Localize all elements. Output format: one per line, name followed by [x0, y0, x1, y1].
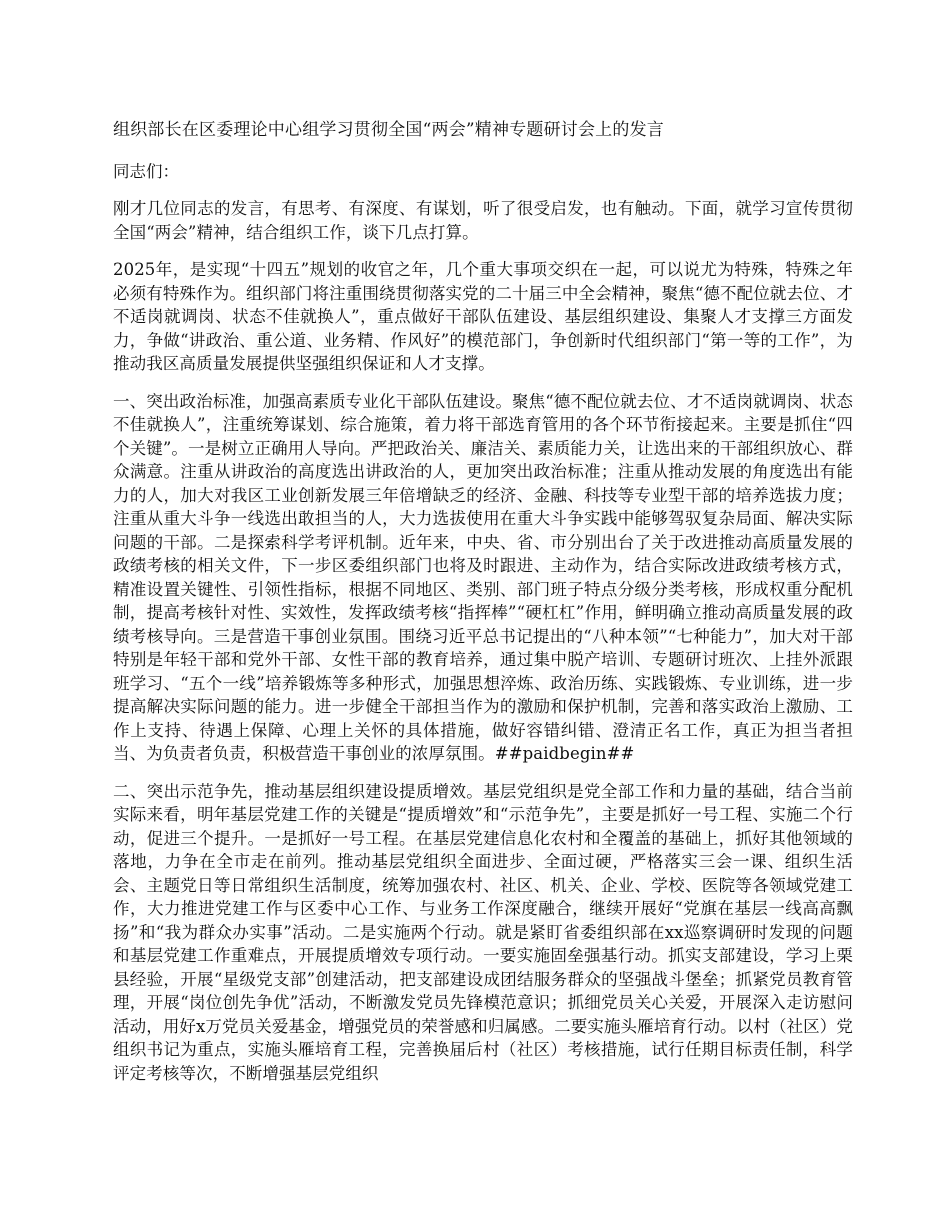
paragraph-section-two: 二、突出示范争先，推动基层组织建设提质增效。基层党组织是党全部工作和力量的基础，结合当前实际来看，明年基层党建工作的关键是“提质增效”和“示范争先”，主要是抓好一号工程、实施二个行动，促进三个提升。一是抓好一号工程。在基层党建信息化农村和全覆盖的基础上，抓好其他领域的落地，力争在全市走在前列。推动基层党组织全面进步、全面过硬，严格落实三会一课、组织生活会、主题党日等日常组织生活制度，统筹加强农村、社区、机关、企业、学校、医院等各领域党建工作，大力推进党建工作与区委中心工作、与业务工作深度融合，继续开展好“党旗在基层一线高高飘扬”和“我为群众办实事”活动。二是实施两个行动。就是紧盯省委组织部在xx巡察调研时发现的问题和基层党建工作重难点，开展提质增效专项行动。一要实施固垒强基行动。抓实支部建设，学习上栗县经验，开展“星级党支部”创建活动，把支部建设成团结服务群众的坚强战斗堡垒；抓紧党员教育管理，开展“岗位创先争优”活动，不断激发党员先锋模范意识；抓细党员关心关爱，开展深入走访慰问活动，用好x万党员关爱基金，增强党员的荣誉感和归属感。二要实施头雁培育行动。以村（社区）党组织书记为重点，实施头雁培育工程，完善换届后村（社区）考核措施，试行任期目标责任制，科学评定考核等次，不断增强基层党组织 [113, 781, 853, 1083]
paragraph-opening: 刚才几位同志的发言，有思考、有深度、有谋划，听了很受启发，也有触动。下面，就学习宣传贯彻全国“两会”精神，结合组织工作，谈下几点打算。 [113, 199, 853, 242]
document-title: 组织部长在区委理论中心组学习贯彻全国“两会”精神专题研讨会上的发言 [113, 120, 664, 140]
salutation: 同志们： [113, 162, 179, 181]
paragraph-overview: 2025年，是实现“十四五”规划的收官之年，几个重大事项交织在一起，可以说尤为特殊，特殊之年必须有特殊作为。组织部门将注重围绕贯彻落实党的二十届三中全会精神，聚焦“德不配位就去位、才不适岗就调岗、状态不佳就换人”，重点做好干部队伍建设、基层组织建设、集聚人才支撑三方面发力，争做“讲政治、重公道、业务精、作风好”的模范部门，争创新时代组织部门“第一等的工作”，为推动我区高质量发展提供坚强组织保证和人才支撑。 [113, 260, 853, 373]
document-page [113, 118, 853, 1099]
paragraph-section-one: 一、突出政治标准，加强高素质专业化干部队伍建设。聚焦“德不配位就去位、才不适岗就调岗、状态不佳就换人”，注重统筹谋划、综合施策，着力将干部选育管用的各个环节衔接起来。主要是抓住“四个关键”。一是树立正确用人导向。严把政治关、廉洁关、素质能力关，让选出来的干部组织放心、群众满意。注重从讲政治的高度选出讲政治的人，更加突出政治标准；注重从推动发展的角度选出有能力的人，加大对我区工业创新发展三年倍增缺乏的经济、金融、科技等专业型干部的培养选拔力度；注重从重大斗争一线选出敢担当的人，大力选拔使用在重大斗争实践中能够驾驭复杂局面、解决实际问题的干部。二是探索科学考评机制。近年来，中央、省、市分别出台了关于改进推动高质量发展的政绩考核的相关文件，下一步区委组织部门也将及时跟进、主动作为，结合实际改进政绩考核方式，精准设置关键性、引领性指标，根据不同地区、类别、部门班子特点分级分类考核，形成权重分配机制，提高考核针对性、实效性，发挥政绩考核“指挥棒”“硬杠杠”作用，鲜明确立推动高质量发展的政绩考核导向。三是营造干事创业氛围。围绕习近平总书记提出的“八种本领”“七种能力”，加大对干部特别是年轻干部和党外干部、女性干部的教育培养，通过集中脱产培训、专题研讨班次、上挂外派跟班学习、“五个一线”培养锻炼等多种形式，加强思想淬炼、政治历练、实践锻炼、专业训练，进一步提高解决实际问题的能力。进一步健全干部担当作为的激励和保护机制，完善和落实政治上激励、工作上支持、待遇上保障、心理上关怀的具体措施，做好容错纠错、澄清正名工作，真正为担当者担当、为负责者负责，积极营造干事创业的浓厚氛围。##paidbegin## [113, 391, 853, 763]
